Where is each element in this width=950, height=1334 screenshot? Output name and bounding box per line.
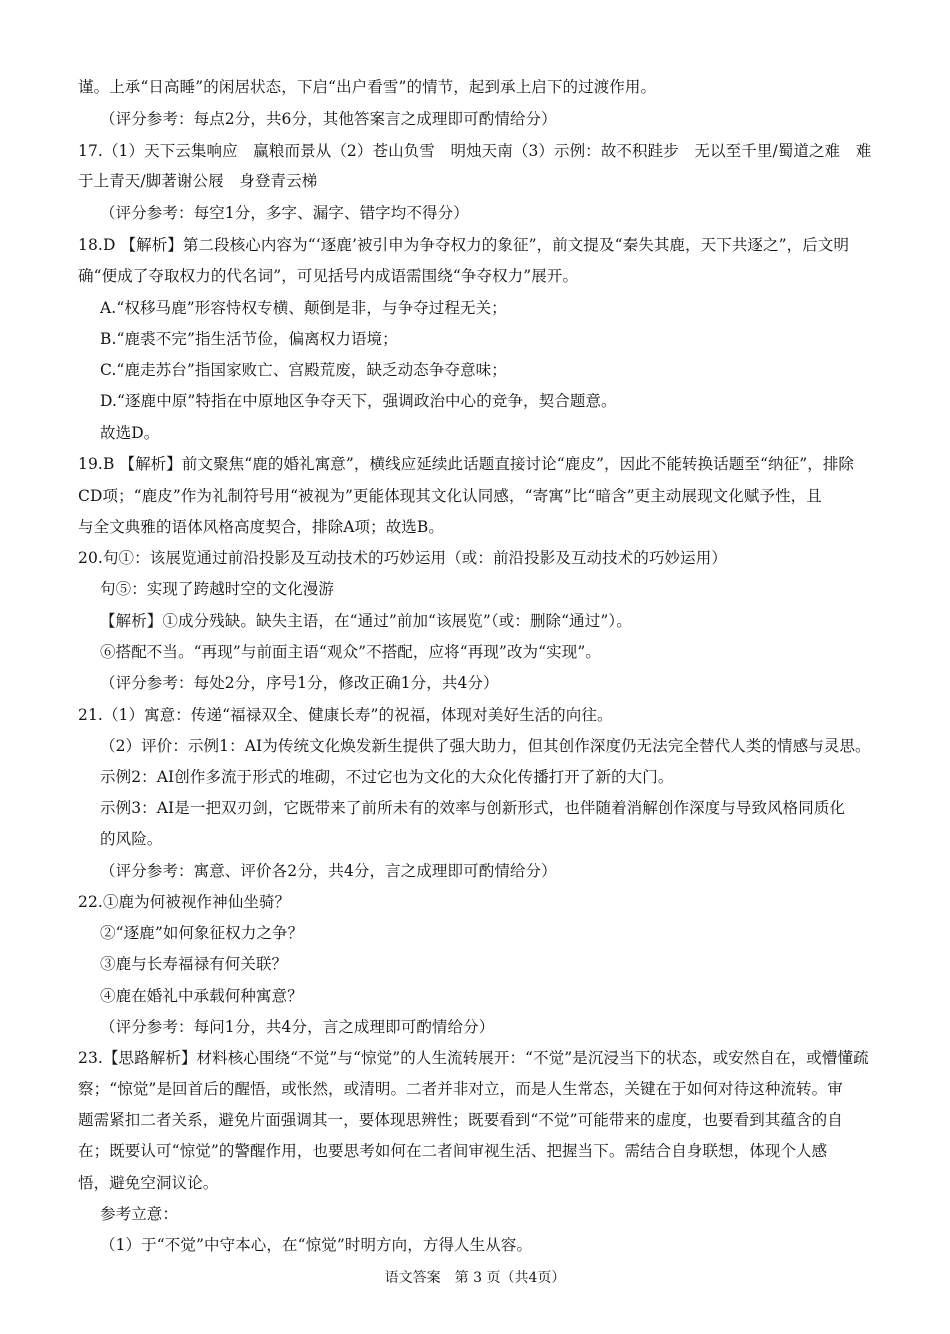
text-line: 在；既要认可“惊觉”的警醒作用，也要思考如何在二者间审视生活、把握当下。需结合自身联想，体现个人感 [78,1142,828,1160]
text-line: （评分参考：每点2分，共6分，其他答案言之成理即可酌情给分） [100,110,557,128]
text-line: 谨。上承“日高睡”的闲居状态，下启“出户看雪”的情节，起到承上启下的过渡作用。 [78,78,657,96]
text-line: 22.①鹿为何被视作神仙坐骑？ [78,893,291,911]
text-line: 示例2：AI创作多流于形式的堆砌，不过它也为文化的大众化传播打开了新的大门。 [100,768,674,786]
text-line: 的风险。 [100,830,163,848]
text-line: 参考立意： [100,1205,179,1223]
text-line: （评分参考：每空1分，多字、漏字、错字均不得分） [100,204,469,222]
text-line: 23.【思路解析】材料核心围绕“不觉”与“惊觉”的人生流转展开：“不觉”是沉浸当下的状态，或安然自在，或懵懂疏 [78,1049,869,1067]
text-line: 【解析】①成分残缺。缺失主语，在“通过”前加“该展览”（或：删除“通过”）。 [100,612,632,630]
text-line: ④鹿在婚礼中承载何种寓意？ [100,987,303,1005]
text-line: ③鹿与长寿福禄有何关联？ [100,955,288,973]
text-line: 故选D。 [100,424,160,442]
text-line: CD项；“鹿皮”作为礼制符号用“被视为”更能体现其文化认同感，“寄寓”比“暗含”更主动展现文化赋予性，且 [78,487,822,505]
text-line: （1）于“不觉”中守本心，在“惊觉”时明方向，方得人生从容。 [100,1236,533,1254]
text-line: （2）评价：示例1：AI为传统文化焕发新生提供了强大助力，但其创作深度仍无法完全替代人类的情感与灵思。 [100,737,871,755]
text-line: 察；“惊觉”是回首后的醒悟，或怅然，或清明。二者并非对立，而是人生常态，关键在于如何对待这种流转。审 [78,1080,843,1098]
text-line: B.“鹿裘不完”指生活节俭，偏离权力语境； [100,330,398,348]
text-line: D.“逐鹿中原”特指在中原地区争夺天下，强调政治中心的竞争，契合题意。 [100,392,617,410]
text-line: 示例3：AI是一把双刃剑，它既带来了前所未有的效率与创新形式，也伴随着消解创作深度与导致风格同质化 [100,799,846,817]
text-line: 17.（1）天下云集响应 赢粮而景从（2）苍山负雪 明烛天南（3）示例：故不积跬步 无以至千里/蜀道之难 难 [78,142,872,160]
text-line: （评分参考：寓意、评价各2分，共4分，言之成理即可酌情给分） [100,862,557,880]
text-line: 21.（1）寓意：传递“福禄双全、健康长寿”的祝福，体现对美好生活的向往。 [78,706,613,724]
text-line: （评分参考：每问1分，共4分，言之成理即可酌情给分） [100,1018,495,1036]
text-line: ②“逐鹿”如何象征权力之争？ [100,924,304,942]
text-line: （评分参考：每处2分，序号1分，修改正确1分，共4分） [100,674,499,692]
text-line: 句⑤：实现了跨越时空的文化漫游 [100,580,335,598]
text-line: 悟，避免空洞议论。 [78,1174,219,1192]
text-line: 题需紧扣二者关系，避免片面强调其一，要体现思辨性；既要看到“不觉”可能带来的虚度，也要看到其蕴含的自 [78,1111,843,1129]
text-line: 20.句①：该展览通过前沿投影及互动技术的巧妙运用（或：前沿投影及互动技术的巧妙运用） [78,549,727,567]
text-line: 19.B 【解析】前文聚焦“鹿的婚礼寓意”，横线应延续此话题直接讨论“鹿皮”，因此不能转换话题至“纳征”，排除 [78,455,855,473]
text-line: 与全文典雅的语体风格高度契合，排除A项；故选B。 [78,518,444,536]
text-line: C.“鹿走苏台”指国家败亡、宫殿荒废，缺乏动态争夺意味； [100,361,507,379]
text-line: 18.D 【解析】第二段核心内容为“‘逐鹿’被引申为争夺权力的象征”，前文提及“秦失其鹿，天下共逐之”，后文明 [78,236,850,254]
text-line: 确“便成了夺取权力的代名词”，可见括号内成语需围绕“争夺权力”展开。 [78,267,579,285]
text-line: A.“权移马鹿”形容恃权专横、颠倒是非，与争夺过程无关； [100,299,507,317]
text-line: 于上青天/脚著谢公屐 身登青云梯 [78,172,318,190]
text-line: ⑥搭配不当。“再现”与前面主语“观众”不搭配，应将“再现”改为“实现”。 [100,643,601,661]
page-footer: 语文答案 第 3 页（共4页） [384,1270,566,1286]
